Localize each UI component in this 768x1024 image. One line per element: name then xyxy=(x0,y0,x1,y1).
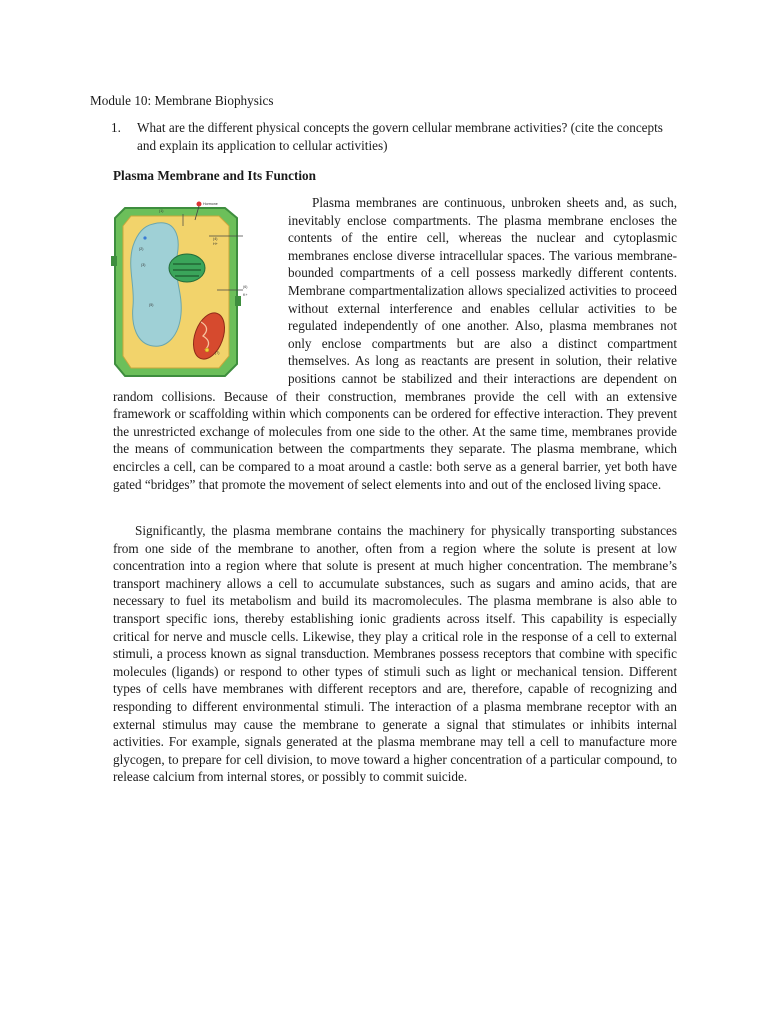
label-5: (5) xyxy=(149,303,154,307)
label-3: (3) xyxy=(141,263,146,267)
cell-diagram-icon xyxy=(97,196,255,381)
paragraph-2 xyxy=(113,522,677,786)
label-1: (1) xyxy=(159,209,164,213)
question-text: What are the different physical concepts the govern cellular membrane activities? (cite the concepts and explain its application to cellular activities) xyxy=(137,120,663,153)
label-hormone: Hormone xyxy=(203,202,218,206)
label-2: (2) xyxy=(139,247,144,251)
label-7: (7) xyxy=(215,351,220,355)
question-number: 1. xyxy=(111,120,121,135)
label-k: K+ xyxy=(243,293,248,297)
question-item xyxy=(113,119,673,155)
paragraph-2-text: Significantly, the plasma membrane contains the machinery for physically transporting substances from one side of the membrane to another, often from a region where the solute is present at low concentration into a region where that solute is present at much higher concentration. The membrane’s transport machinery allows a cell to accumulate substances, such as sugars and amino acids, that are necessary to fuel its metabolism and build its macromolecules. The plasma membrane is also able to transport specific ions, thereby establishing ionic gradients across itself. This capability is especially critical for nerve and muscle cells. Likewise, they play a critical role in the response of a cell to external stimuli, a process known as signal transduction. Membranes possess receptors that combine with specific molecules (ligands) or respond to other types of stimuli such as light or mechanical tension. Different types of cells have membranes with different receptors and are, therefore, capable of recognizing and responding to different environmental stimuli. The interaction of a plasma membrane receptor with an external stimulus may cause the membrane to generate a signal that stimulates or inhibits internal activities. For example, signals generated at the plasma membrane may tell a cell to manufacture more glycogen, to prepare for cell division, to move toward a higher concentration of a particular compound, to release calcium from internal stores, or possibly to commit suicide. xyxy=(113,523,677,785)
label-h: H+ xyxy=(213,242,218,246)
module-title: Module 10: Membrane Biophysics xyxy=(90,93,274,108)
section-heading: Plasma Membrane and Its Function xyxy=(113,168,316,183)
label-6: (6) xyxy=(243,285,248,289)
paragraph-1-text: Plasma membranes are continuous, unbroken sheets and, as such, inevitably enclose compartments. The plasma membrane encloses the contents of the entire cell, whereas the nuclear and cytoplasmic membranes enclose diverse intracellular spaces. The various membrane-bounded compartments of a cell possess markedly different contents. Membrane compartmentalization allows specialized activities to proceed without external interference and enables cellular activities to be regulated independently of one another. Also, plasma membranes not only enclose compartments but are also a distinct compartment themselves. As long as reactants are present in solution, their relative positions cannot be stabilized and their interactions are dependent on random collisions. Because of their construction, membranes provide the cell with an extensive framework or scaffolding within which components can be ordered for effective interaction. They prevent the unrestricted exchange of molecules from one side to the other. At the same time, membranes provide the means of communication between the compartments they separate. The plasma membrane, which encircles a cell, can be compared to a moat around a castle: both serve as a general barrier, yet both have gated “bridges” that promote the movement of select elements into and out of the enclosed living space. xyxy=(113,195,677,492)
label-4: (4) xyxy=(213,237,218,241)
cell-diagram xyxy=(97,196,255,381)
